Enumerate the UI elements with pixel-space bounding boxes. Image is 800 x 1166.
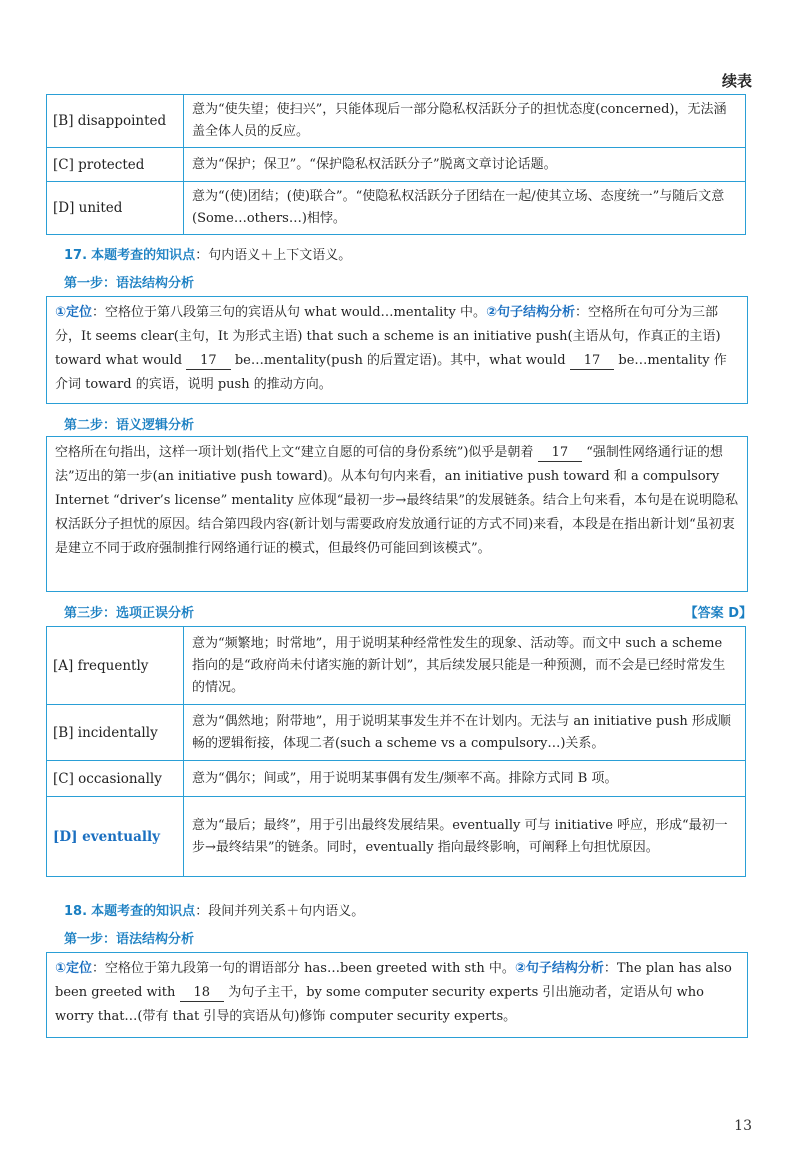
structure-text: ：空格所在句可分为三部分，It seems clear(主句，It 为形式主语) that such a scheme is an initiative push(主语从句，作真正的主语) toward what would — [55, 305, 721, 368]
q17-step3-heading: 第三步：选项正误分析 — [64, 606, 195, 621]
table-row — [47, 705, 746, 761]
options-table-16 — [46, 94, 746, 235]
structure-text: 为句子主干，by some computer security experts 引出施动者，定语从句 who worry that…(带有 that 引导的宾语从句)修饰 computer security experts。 — [55, 985, 704, 1024]
option-explanation: 意为“保护；保卫”。“保护隐私权活跃分子”脱离文章讨论话题。 — [184, 148, 746, 182]
option-explanation: 意为“偶尔；间或”，用于说明某事偶有发生/频率不高。排除方式同 B 项。 — [184, 761, 746, 797]
option-explanation: 意为“偶然地；附带地”，用于说明某事发生并不在计划内。无法与 an initiative push 形成顺畅的逻辑衔接，体现二者(such a scheme vs a compulsory…)关系。 — [184, 705, 746, 761]
q18-grammar-box — [46, 952, 748, 1038]
blank-18: 18 — [180, 985, 225, 1002]
continued-table-label: 续表 — [721, 72, 752, 90]
locate-text: ：空格位于第九段第一句的谓语部分 has…been greeted with sth 中。 — [92, 961, 515, 976]
option-explanation: 意为“使失望；使扫兴”，只能体现后一部分隐私权活跃分子的担忧态度(concerned)，无法涵盖全体人员的反应。 — [184, 95, 746, 148]
q17-kp-text: ：句内语义＋上下文语义。 — [195, 248, 352, 263]
q18-knowledge-point — [64, 902, 364, 922]
blank-17: 17 — [186, 353, 231, 370]
structure-text: ：The plan has also been greeted with — [55, 961, 732, 1000]
q18-kp-text: ：段间并列关系＋句内语义。 — [195, 904, 365, 919]
page-number: 13 — [734, 1118, 752, 1134]
structure-text: be…mentality 作介词 toward 的宾语，说明 push 的推动方向。 — [55, 353, 727, 392]
blank-17: 17 — [570, 353, 615, 370]
option-label: [B] incidentally — [47, 705, 184, 761]
structure-label: ②句子结构分析 — [485, 305, 575, 320]
table-row — [47, 797, 746, 877]
q17-step1-heading: 第一步：语法结构分析 — [64, 276, 195, 291]
option-explanation: 意为“最后；最终”，用于引出最终发展结果。eventually 可与 initiative 呼应，形成“最初一步→最终结果”的链条。同时，eventually 指向最终影响，可阐释上句担忧原因。 — [184, 797, 746, 877]
table-row — [47, 148, 746, 182]
blank-17: 17 — [538, 445, 583, 462]
q18-kp-label: 本题考查的知识点 — [91, 904, 196, 919]
q17-answer: 【答案 D】 — [684, 606, 752, 621]
q17-kp-label: 本题考查的知识点 — [91, 248, 196, 263]
option-label: [A] frequently — [47, 627, 184, 705]
logic-text: “强制性网络通行证的想法”迈出的第一步(an initiative push toward)。从本句句内来看，an initiative push toward 和 a compulsory Internet “driver’s license” mentality 应体现“最初一步→最终结果”的发展链条。结合上句来看，本句是在说明隐私权活跃分子担忧的原因。结合第四段内容(新计划与需要政府发放通行证的方式不同)来看，本段是在指出新计划“虽初衷是建立不同于政府强制推行网络通行证的模式，但最终仍可能回到该模式”。 — [55, 445, 738, 556]
logic-text: 空格所在句指出，这样一项计划(指代上文“建立自愿的可信的身份系统”)似乎是朝着 — [55, 445, 534, 460]
option-explanation: 意为“频繁地；时常地”，用于说明某种经常性发生的现象、活动等。而文中 such a scheme 指向的是“政府尚未付诸实施的新计划”，其后续发展只能是一种预测，而不会是已经时常发生的情况。 — [184, 627, 746, 705]
option-label: [B] disappointed — [47, 95, 184, 148]
option-label: [C] occasionally — [47, 761, 184, 797]
locate-text: ：空格位于第八段第三句的宾语从句 what would…mentality 中。 — [92, 305, 486, 320]
table-row — [47, 182, 746, 235]
option-label: [D] united — [47, 182, 184, 235]
option-label-correct: [D] eventually — [47, 797, 184, 877]
q17-knowledge-point — [64, 246, 351, 266]
structure-label: ②句子结构分析 — [514, 961, 604, 976]
table-row — [47, 95, 746, 148]
options-table-17 — [46, 626, 746, 877]
q17-grammar-box — [46, 296, 748, 404]
table-row — [47, 761, 746, 797]
option-explanation: 意为“(使)团结；(使)联合”。“使隐私权活跃分子团结在一起/使其立场、态度统一”与随后文意(Some…others…)相悖。 — [184, 182, 746, 235]
q17-number: 17. — [64, 248, 88, 263]
option-label: [C] protected — [47, 148, 184, 182]
locate-label: ①定位 — [55, 961, 93, 976]
q18-step1-heading: 第一步：语法结构分析 — [64, 932, 195, 947]
q18-number: 18. — [64, 904, 88, 919]
q17-step2-heading: 第二步：语义逻辑分析 — [64, 418, 195, 433]
table-row — [47, 627, 746, 705]
structure-text: be…mentality(push 的后置定语)。其中，what would — [234, 353, 566, 368]
q17-logic-box — [46, 436, 748, 592]
locate-label: ①定位 — [55, 305, 93, 320]
